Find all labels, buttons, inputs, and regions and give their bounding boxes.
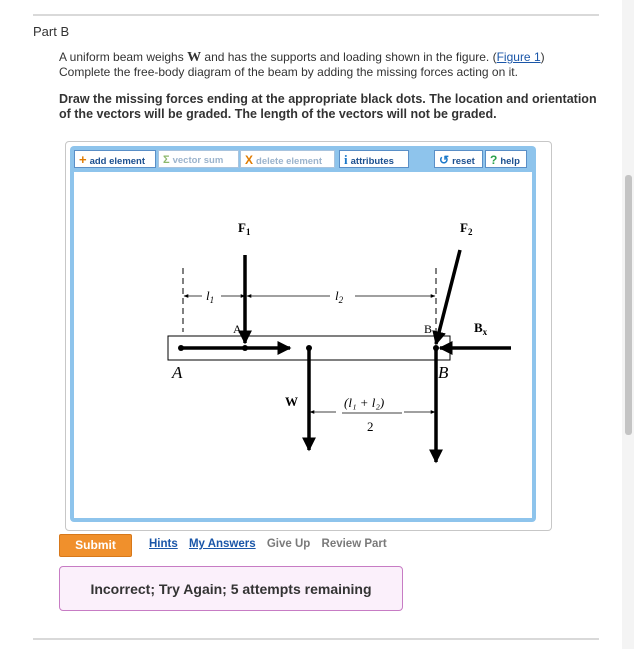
bx-label: $B_x$: [474, 320, 488, 337]
feedback-message: Incorrect; Try Again; 5 attempts remaining: [59, 566, 403, 611]
reset-label: reset: [452, 156, 475, 167]
add-element-button[interactable]: [74, 150, 156, 168]
plus-icon: +: [79, 152, 87, 167]
give-up-link[interactable]: Give Up: [266, 538, 311, 550]
l1-label: $l_1$: [206, 288, 215, 305]
top-divider: [33, 14, 599, 16]
instructions: Draw the missing forces ending at the appropriate black dots. The location and orientation of the vectors will be graded. The length of the vectors will not be graded.: [59, 92, 597, 121]
problem-text-1: A uniform beam weighs: [59, 50, 188, 64]
drawing-tool-frame: [65, 141, 552, 531]
force-f2-arrow[interactable]: [436, 250, 460, 344]
my-answers-link[interactable]: My Answers: [188, 538, 256, 550]
reset-button[interactable]: [434, 150, 483, 168]
toolbar: [74, 150, 534, 170]
attributes-label: attributes: [350, 156, 394, 167]
attributes-button[interactable]: [339, 150, 409, 168]
submit-button[interactable]: Submit: [59, 534, 132, 557]
problem-text-line2: Complete the free-body diagram of the beam by adding the missing forces acting on it.: [59, 65, 518, 79]
b-label: B: [438, 363, 449, 382]
b-point-label: B: [424, 322, 433, 336]
add-element-label: add element: [89, 156, 146, 167]
vector-sum-button[interactable]: [158, 150, 239, 168]
help-icon: ?: [490, 153, 498, 167]
delete-icon: X: [245, 153, 254, 167]
hints-link[interactable]: Hints: [149, 538, 178, 550]
bottom-divider: [33, 638, 599, 640]
info-icon: i: [344, 152, 348, 167]
f1-label: $F_1$: [238, 220, 251, 237]
vector-sum-label: vector sum: [172, 155, 224, 166]
drawing-canvas[interactable]: [74, 172, 532, 518]
help-button[interactable]: [485, 150, 527, 168]
dot-b[interactable]: [433, 345, 439, 351]
problem-text-3: ): [540, 50, 545, 64]
part-title: Part B: [33, 24, 70, 39]
w-label: W: [285, 394, 298, 409]
problem-text-2: and has the supports and loading shown in the figure. (: [201, 50, 497, 64]
reset-icon: ↺: [439, 153, 450, 167]
drawing-tool: [70, 146, 536, 522]
fraction-numerator: (l₁ + l₂): [344, 395, 385, 410]
problem-statement: [59, 50, 599, 79]
help-label: help: [500, 156, 520, 167]
l2-label: $l_2$: [335, 288, 344, 305]
delete-element-button[interactable]: [240, 150, 335, 168]
a-label: A: [172, 363, 183, 382]
fraction-denominator: 2: [367, 419, 374, 434]
action-links: [149, 538, 395, 550]
f2-label: $F_2$: [460, 220, 473, 237]
dot-a[interactable]: [178, 345, 184, 351]
dot-w[interactable]: [306, 345, 312, 351]
figure-link[interactable]: Figure 1: [496, 50, 541, 64]
dot-f1[interactable]: [242, 345, 248, 351]
weight-symbol: W: [187, 50, 202, 65]
delete-element-label: delete element: [256, 156, 323, 167]
free-body-diagram: [74, 172, 532, 518]
scrollbar-thumb[interactable]: [625, 175, 632, 435]
review-part-link[interactable]: Review Part: [321, 538, 387, 550]
sigma-icon: Σ: [163, 154, 170, 166]
a-point-label: A: [233, 322, 242, 336]
